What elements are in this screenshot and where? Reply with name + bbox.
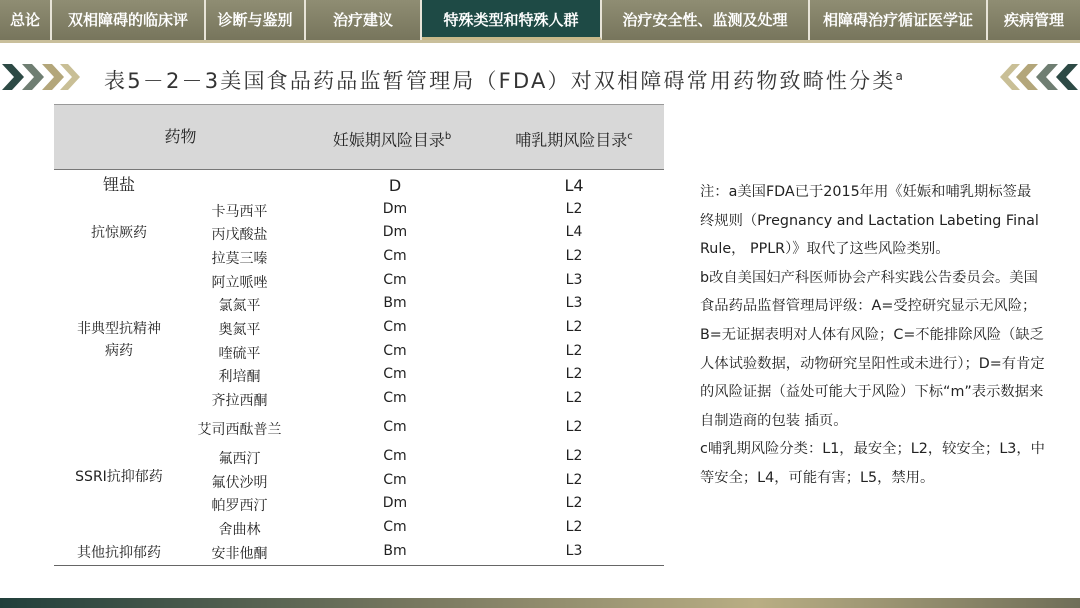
cell-drug: 氟伏沙明 (211, 475, 268, 491)
cell-preg: Cm (383, 319, 407, 335)
cell-lact: L2 (565, 519, 583, 535)
cell-lact: L2 (565, 495, 583, 511)
group-lithium: 锂盐 (102, 175, 135, 194)
chevron-left-icon (996, 64, 1078, 90)
cell-preg: Dm (382, 201, 408, 217)
cell-preg: Bm (383, 543, 407, 559)
footnote-b: b改自美国妇产科医师协会产科实践公告委员会。美国食品药品监督管理局评级：A=受控研究显示无风险；B=无证据表明对人体有风险；C=不能排除风险（缺乏人体试验数据，动物研究呈阳性或未进行）；D=有肯定的风险证据（益处可能大于风险）下标“m”表示数据来自制造商的包装 插页。 (700, 269, 1045, 429)
cell-drug: 奥氮平 (218, 322, 261, 338)
cell-preg: Cm (383, 472, 407, 488)
footer-bar (0, 598, 1080, 608)
header-drug: 药物 (164, 127, 197, 146)
title-bar (0, 58, 1080, 94)
cell-preg: Cm (383, 419, 407, 435)
cell-preg: Bm (383, 295, 407, 311)
cell-preg: Cm (383, 272, 407, 288)
footnote-c: c哺乳期风险分类：L1，最安全；L2，较安全；L3，中等安全；L4，可能有害；L5，禁用。 (700, 441, 1045, 486)
header-lactation: 哺乳期风险目录$^c$ (515, 130, 633, 150)
cell-lact: L3 (565, 295, 583, 311)
cell-lact: L2 (565, 472, 583, 488)
cell-lact: L2 (565, 248, 583, 264)
cell-lact: L2 (565, 366, 583, 382)
cell-lact: L2 (565, 448, 583, 464)
group-other: 其他抗抑郁药 (77, 545, 161, 561)
cell-lact: L2 (565, 343, 583, 359)
cell-lact: L2 (565, 319, 583, 335)
tab-diagnosis[interactable]: 诊断与鉴别 (206, 0, 306, 40)
tab-overview[interactable]: 总论 (0, 0, 52, 40)
group-ssri: SSRI抗抑郁药 (75, 469, 163, 485)
footnotes (700, 178, 1045, 493)
cell-preg: Cm (383, 366, 407, 382)
cell-drug: 阿立哌唑 (211, 275, 268, 291)
cell-preg: Cm (383, 519, 407, 535)
table-bottom-rule (54, 565, 664, 566)
group-anticonvulsant: 抗惊厥药 (91, 225, 147, 241)
top-nav-tabs (0, 0, 1080, 40)
page-title: 表5－2－3美国食品药品监暂管理局（FDA）对双相障碍常用药物致畸性分类$^a$ (104, 69, 906, 93)
tab-evidence-based[interactable]: 相障碍治疗循证医学证 (810, 0, 988, 40)
cell-drug: 艾司西酞普兰 (197, 422, 282, 438)
group-atypical-line2: 病药 (105, 343, 133, 359)
footnote-a: 注：a美国FDA已于2015年用《妊娠和哺乳期标签最终规则（Pregnancy and Lactation Labeting Final Rule， PPLR）》取代了这些风险类别。 (700, 184, 1039, 258)
table-header (54, 104, 664, 170)
tab-treatment[interactable]: 治疗建议 (306, 0, 422, 40)
cell-lact: L3 (565, 543, 583, 559)
cell-lact: L2 (565, 390, 583, 406)
cell-drug: 安非他酮 (211, 546, 268, 562)
cell-lact: L4 (564, 176, 584, 195)
cell-preg: Cm (383, 448, 407, 464)
group-atypical-line1: 非典型抗精神 (77, 321, 161, 337)
cell-preg: Cm (383, 390, 407, 406)
cell-preg: Cm (383, 248, 407, 264)
cell-drug: 喹硫平 (218, 346, 261, 362)
tab-special-populations[interactable]: 特殊类型和特殊人群 (422, 0, 602, 40)
cell-drug: 卡马西平 (211, 204, 268, 220)
tab-safety-monitoring[interactable]: 治疗安全性、监测及处理 (602, 0, 810, 40)
tab-clinical-assessment[interactable]: 双相障碍的临床评 (52, 0, 206, 40)
cell-preg: D (388, 176, 402, 195)
cell-lact: L4 (565, 224, 583, 240)
chevron-right-icon (2, 64, 84, 90)
cell-lact: L2 (565, 419, 583, 435)
cell-drug: 舍曲林 (218, 522, 261, 538)
cell-drug: 利培酮 (218, 369, 261, 385)
tab-underline (0, 40, 1080, 43)
header-pregnancy: 妊娠期风险目录$^b$ (332, 130, 452, 150)
cell-preg: Dm (382, 224, 408, 240)
cell-preg: Cm (383, 343, 407, 359)
cell-drug: 氯氮平 (218, 298, 261, 314)
cell-preg: Dm (382, 495, 408, 511)
cell-drug: 帕罗西汀 (211, 498, 268, 514)
cell-drug: 齐拉西酮 (211, 393, 268, 409)
cell-drug: 氟西汀 (218, 451, 261, 467)
cell-lact: L2 (565, 201, 583, 217)
cell-lact: L3 (565, 272, 583, 288)
cell-drug: 丙戊酸盐 (211, 227, 268, 243)
tab-disease-management[interactable]: 疾病管理 (988, 0, 1080, 40)
cell-drug: 拉莫三嗪 (211, 251, 268, 267)
